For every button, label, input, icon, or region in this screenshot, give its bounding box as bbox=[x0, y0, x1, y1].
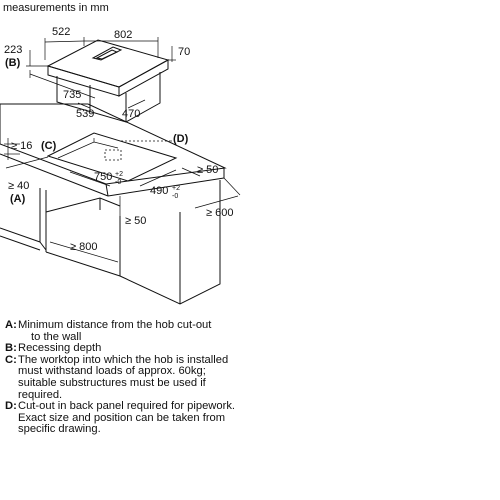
legend-line: must withstand loads of approx. 60kg; bbox=[18, 365, 206, 378]
dim-750-tol-plus: +2 bbox=[115, 171, 123, 178]
legend-key: B: bbox=[5, 342, 17, 355]
dim-490: 490 bbox=[150, 185, 169, 197]
worktop-drawing bbox=[0, 104, 225, 250]
hob-drawing bbox=[48, 40, 168, 122]
dim-750-tol-minus: -0 bbox=[115, 179, 122, 186]
legend-key: A: bbox=[5, 319, 17, 331]
marker-d: (D) bbox=[173, 133, 189, 145]
legend-item-d bbox=[5, 401, 495, 436]
legend bbox=[5, 320, 495, 436]
dim-802: 802 bbox=[114, 29, 133, 41]
legend-line: specific drawing. bbox=[18, 423, 101, 436]
marker-b: (B) bbox=[5, 57, 21, 69]
dim-490-tol-plus: +2 bbox=[172, 185, 180, 192]
cabinet-drawing bbox=[40, 180, 220, 304]
dim-750: 750 bbox=[94, 171, 113, 183]
dim-70: 70 bbox=[178, 46, 191, 58]
dim-490-tol-minus: -0 bbox=[172, 193, 179, 200]
legend-line: to the wall bbox=[31, 330, 82, 343]
measurements-caption: measurements in mm bbox=[3, 2, 109, 14]
dim-470: 470 bbox=[122, 108, 141, 120]
dim-223: 223 bbox=[4, 44, 23, 56]
legend-line: Exact size and position can be taken from bbox=[18, 411, 226, 424]
marker-a: (A) bbox=[10, 193, 26, 205]
legend-line: The worktop into which the hob is installed bbox=[18, 353, 229, 366]
dim-min-800: ≥ 800 bbox=[70, 241, 98, 253]
legend-line: required. bbox=[18, 388, 63, 401]
worktop-dimensions bbox=[4, 133, 240, 262]
dim-min-50-gap: ≥ 50 bbox=[125, 215, 147, 227]
legend-line: Recessing depth bbox=[18, 342, 102, 355]
legend-line: Minimum distance from the hob cut-out bbox=[18, 319, 212, 331]
dim-min-600: ≥ 600 bbox=[206, 207, 234, 219]
legend-key: C: bbox=[5, 353, 17, 366]
dim-min-50-right: ≥ 50 bbox=[197, 164, 219, 176]
dim-min-16: ≥ 16 bbox=[11, 140, 33, 152]
dim-735: 735 bbox=[63, 89, 82, 101]
legend-line: Cut-out in back panel required for pipework. bbox=[18, 400, 236, 413]
dim-min-40: ≥ 40 bbox=[8, 180, 30, 192]
dim-522: 522 bbox=[52, 26, 71, 38]
legend-item-a bbox=[5, 320, 495, 343]
marker-c: (C) bbox=[41, 140, 57, 152]
legend-key: D: bbox=[5, 400, 17, 413]
legend-item-c bbox=[5, 355, 495, 401]
legend-line: suitable substructures must be used if bbox=[18, 376, 206, 389]
dim-539: 539 bbox=[76, 108, 95, 120]
